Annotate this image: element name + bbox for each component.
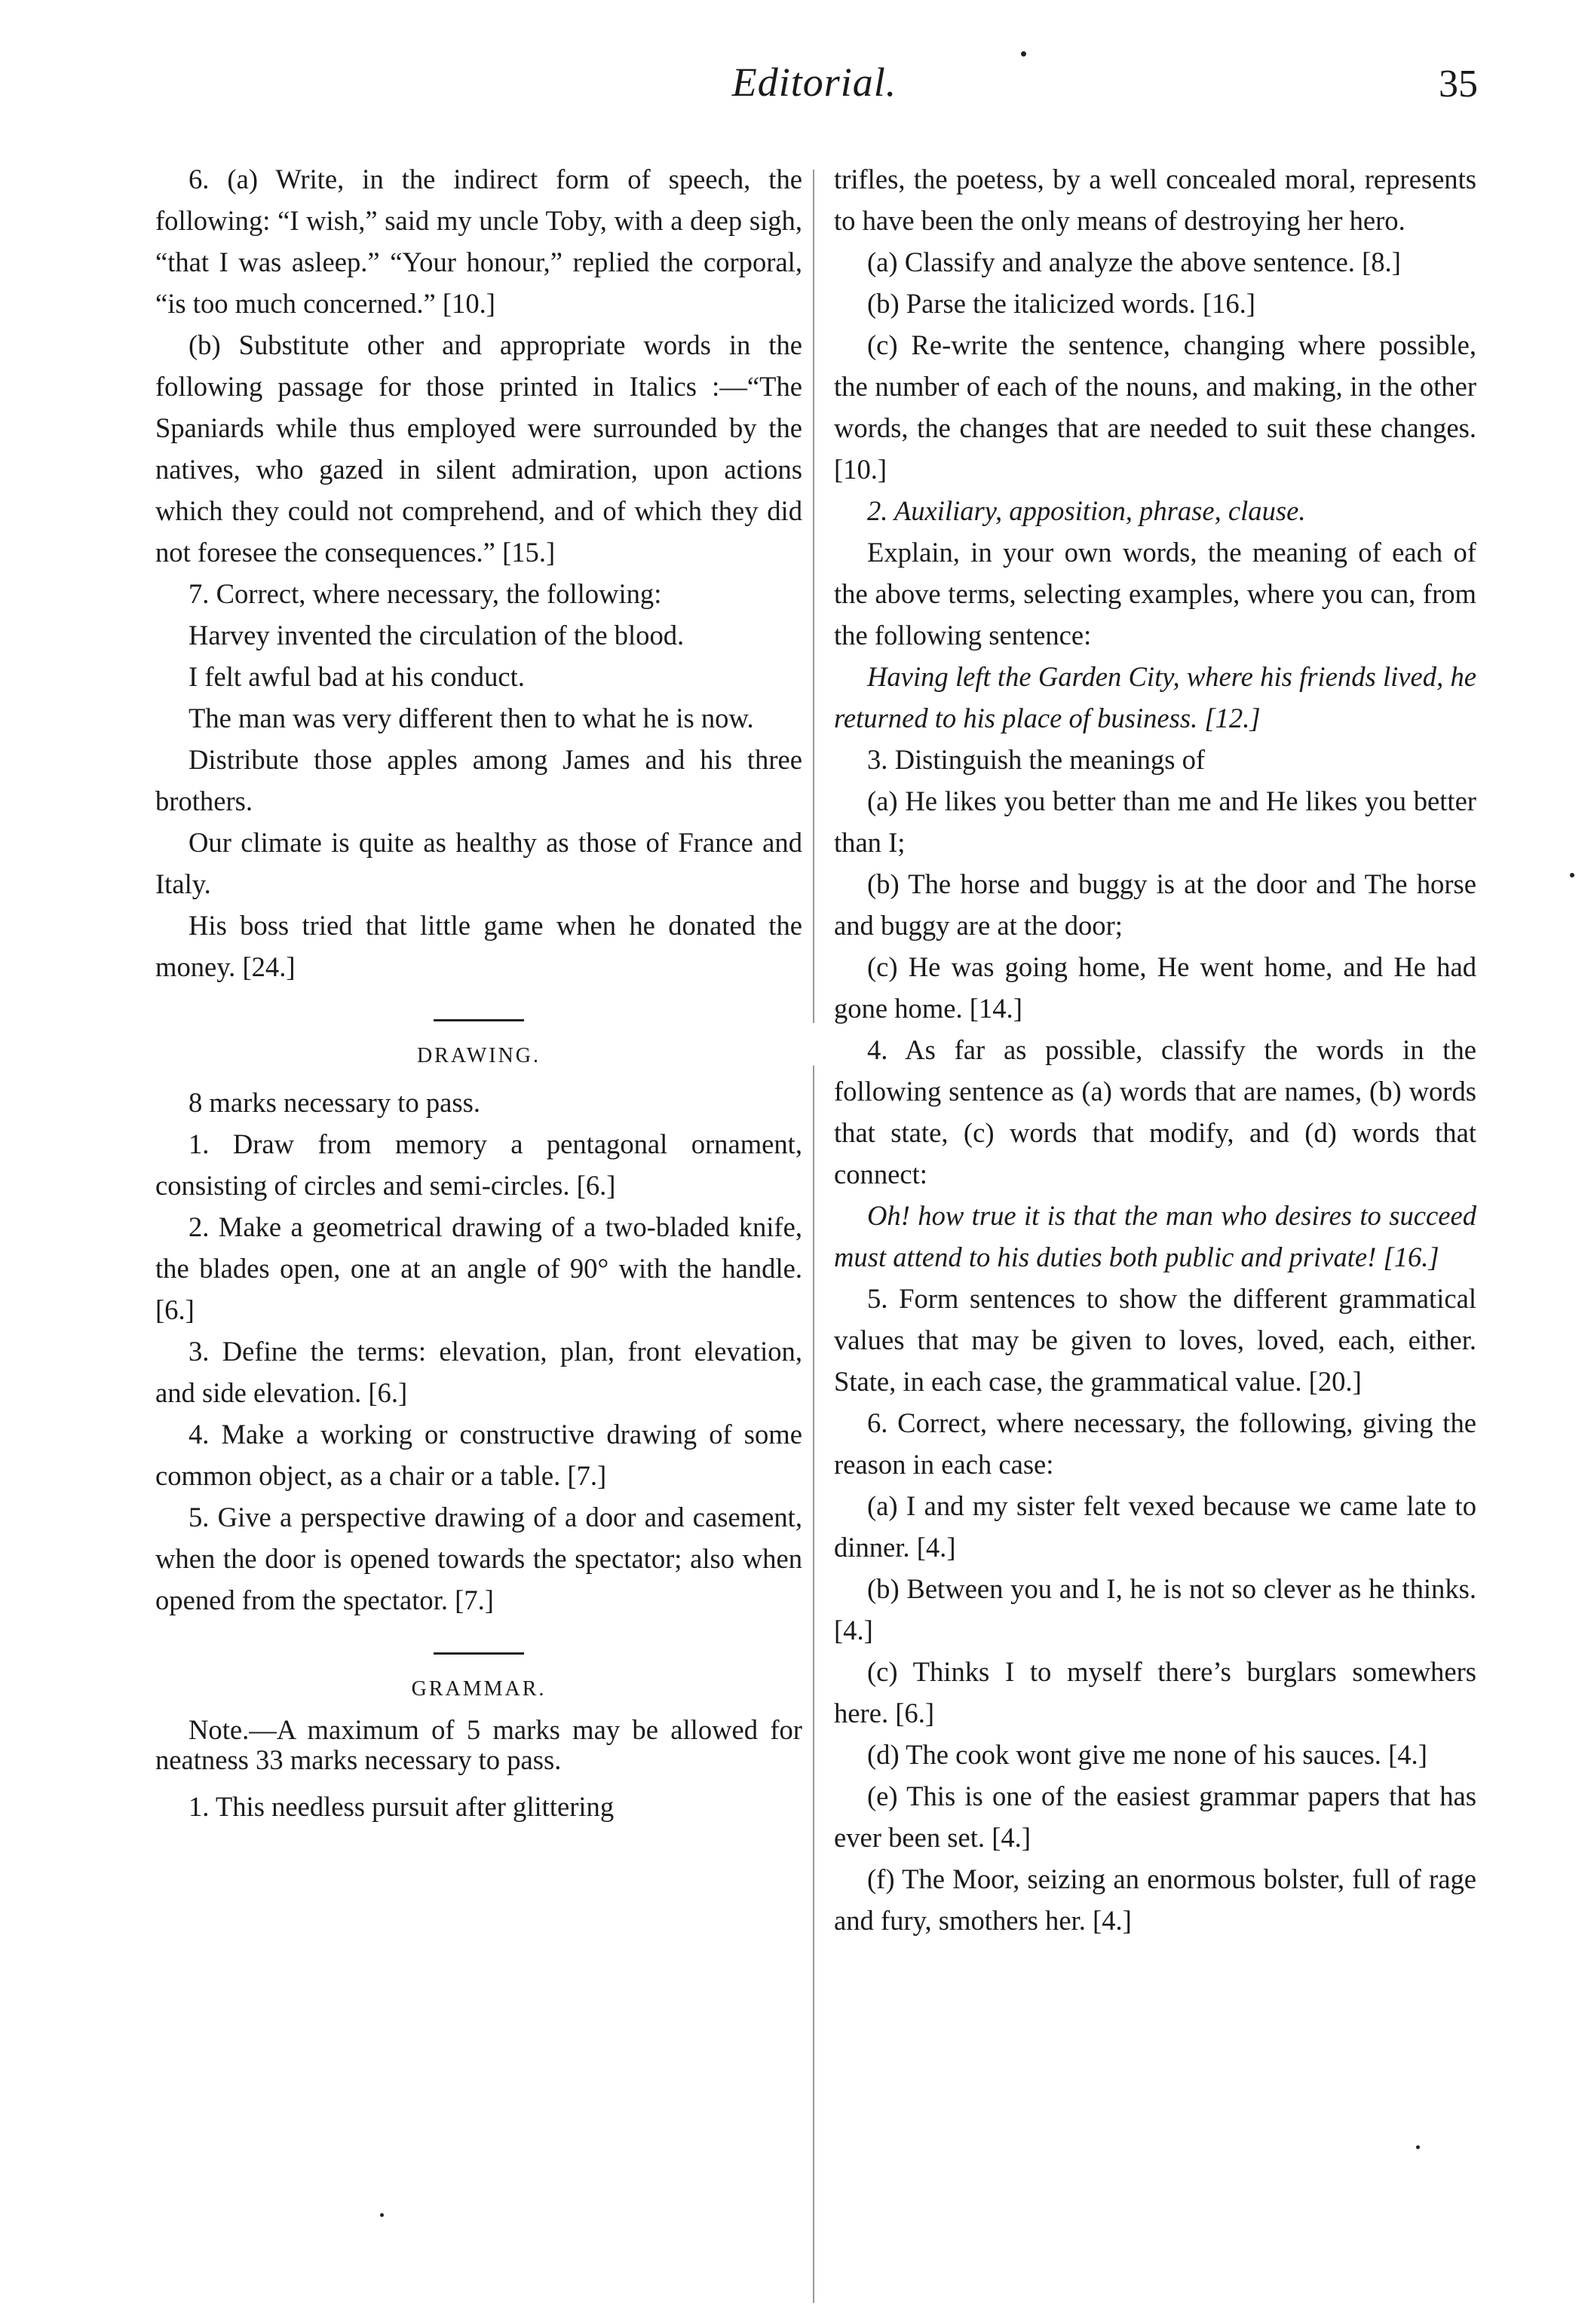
- question-6a: 6. (a) Write, in the indirect form of speech, the following: “I wish,” said my uncle Toby, with a deep sigh, “that I was asleep.” “Your honour,” replied the corporal, “is too much concerned.” [10.]: [155, 164, 802, 319]
- running-header: [151, 59, 1478, 127]
- print-speck: [1021, 51, 1026, 57]
- page-title: Editorial.: [731, 60, 897, 105]
- question-7: 7. Correct, where necessary, the following:: [189, 578, 662, 609]
- question-4: 4. As far as possible, classify the words in the following sentence as (a) words that are names, (b) words that state, (c) words that modify, and (d) words that connect:: [834, 1034, 1476, 1190]
- correction-item: His boss tried that little game when he donated the money. [24.]: [155, 910, 802, 982]
- left-column: [155, 158, 802, 1827]
- drawing-question: 3. Define the terms: elevation, plan, front elevation, and side elevation. [6.]: [155, 1336, 802, 1408]
- question-1-continued: trifles, the poetess, by a well concealed moral, represents to have been the only means of destroying her hero.: [834, 164, 1476, 236]
- section-rule: [434, 1652, 524, 1655]
- question-3b: (b) The horse and buggy is at the door and The horse and buggy are at the door;: [834, 868, 1476, 941]
- correction-item: I felt awful bad at his conduct.: [189, 661, 525, 692]
- question-4-sentence: Oh! how true it is that the man who desires to succeed must attend to his duties both public and private! [16.]: [834, 1200, 1476, 1272]
- question-3c: (c) He was going home, He went home, and He had gone home. [14.]: [834, 951, 1476, 1024]
- drawing-question: 1. Draw from memory a pentagonal ornament, consisting of circles and semi-circles. [6.]: [155, 1128, 802, 1201]
- correction-item: Harvey invented the circulation of the blood.: [189, 620, 685, 651]
- grammar-note: Note.—A maximum of 5 marks may be allowed for neatness 33 marks necessary to pass.: [155, 1714, 802, 1775]
- question-1a: (a) Classify and analyze the above sentence. [8.]: [867, 246, 1401, 277]
- print-speck: [1570, 873, 1574, 877]
- section-heading-drawing: DRAWING.: [416, 1044, 541, 1067]
- question-2-sentence: Having left the Garden City, where his friends lived, he returned to his place of business. [12.]: [834, 661, 1476, 733]
- print-speck: [380, 2213, 384, 2217]
- correction-item: (c) Thinks I to myself there’s burglars somewhers here. [6.]: [834, 1656, 1476, 1728]
- drawing-question: 4. Make a working or constructive drawing of some common object, as a chair or a table. [7.]: [155, 1419, 802, 1491]
- page-number: 35: [1439, 63, 1478, 106]
- question-3a: (a) He likes you better than me and He likes you better than I;: [834, 785, 1476, 858]
- correction-item: Distribute those apples among James and his three brothers.: [155, 744, 802, 816]
- right-column: [834, 158, 1476, 1941]
- question-2-terms: 2. Auxiliary, apposition, phrase, clause.: [867, 495, 1306, 526]
- question-2-text: Explain, in your own words, the meaning of each of the above terms, selecting examples, where you can, from the following sentence:: [834, 537, 1476, 651]
- correction-item: (a) I and my sister felt vexed because we came late to dinner. [4.]: [834, 1490, 1476, 1563]
- question-6b: (b) Substitute other and appropriate words in the following passage for those printed in Italics :—“The Spaniards while thus employed were surrounded by the natives, who gazed in silent admiration, upon actions which they could not comprehend, and of which they did not foresee the consequences.” [15.]: [155, 329, 802, 568]
- drawing-question: 2. Make a geometrical drawing of a two-bladed knife, the blades open, one at an angle of 90° with the handle. [6.]: [155, 1211, 802, 1325]
- column-divider: [813, 170, 814, 2303]
- correction-item: The man was very different then to what he is now.: [189, 703, 754, 733]
- question-5: 5. Form sentences to show the different grammatical values that may be given to loves, loved, each, either. State, in each case, the grammatical value. [20.]: [834, 1283, 1476, 1397]
- correction-item: (f) The Moor, seizing an enormous bolster, full of rage and fury, smothers her. [4.]: [834, 1863, 1476, 1936]
- question-1c: (c) Re-write the sentence, changing where possible, the number of each of the nouns, and making, in the other words, the changes that are needed to suit these changes. [10.]: [834, 329, 1476, 485]
- correction-item: (d) The cook wont give me none of his sauces. [4.]: [867, 1739, 1427, 1770]
- grammar-question-1: 1. This needless pursuit after glittering: [189, 1791, 615, 1822]
- drawing-question: 5. Give a perspective drawing of a door and casement, when the door is opened towards the spectator; also when opened from the spectator. [7.]: [155, 1502, 802, 1615]
- pass-requirement: 8 marks necessary to pass.: [189, 1087, 481, 1118]
- print-speck: [1416, 2145, 1420, 2149]
- question-1b: (b) Parse the italicized words. [16.]: [867, 288, 1255, 319]
- question-3: 3. Distinguish the meanings of: [867, 744, 1206, 775]
- section-rule: [434, 1019, 524, 1021]
- section-heading-grammar: GRAMMAR.: [411, 1677, 547, 1701]
- question-6: 6. Correct, where necessary, the following, giving the reason in each case:: [834, 1407, 1476, 1480]
- correction-item: Our climate is quite as healthy as those of France and Italy.: [155, 827, 802, 899]
- correction-item: (e) This is one of the easiest grammar papers that has ever been set. [4.]: [834, 1781, 1476, 1853]
- correction-item: (b) Between you and I, he is not so clever as he thinks. [4.]: [834, 1573, 1476, 1646]
